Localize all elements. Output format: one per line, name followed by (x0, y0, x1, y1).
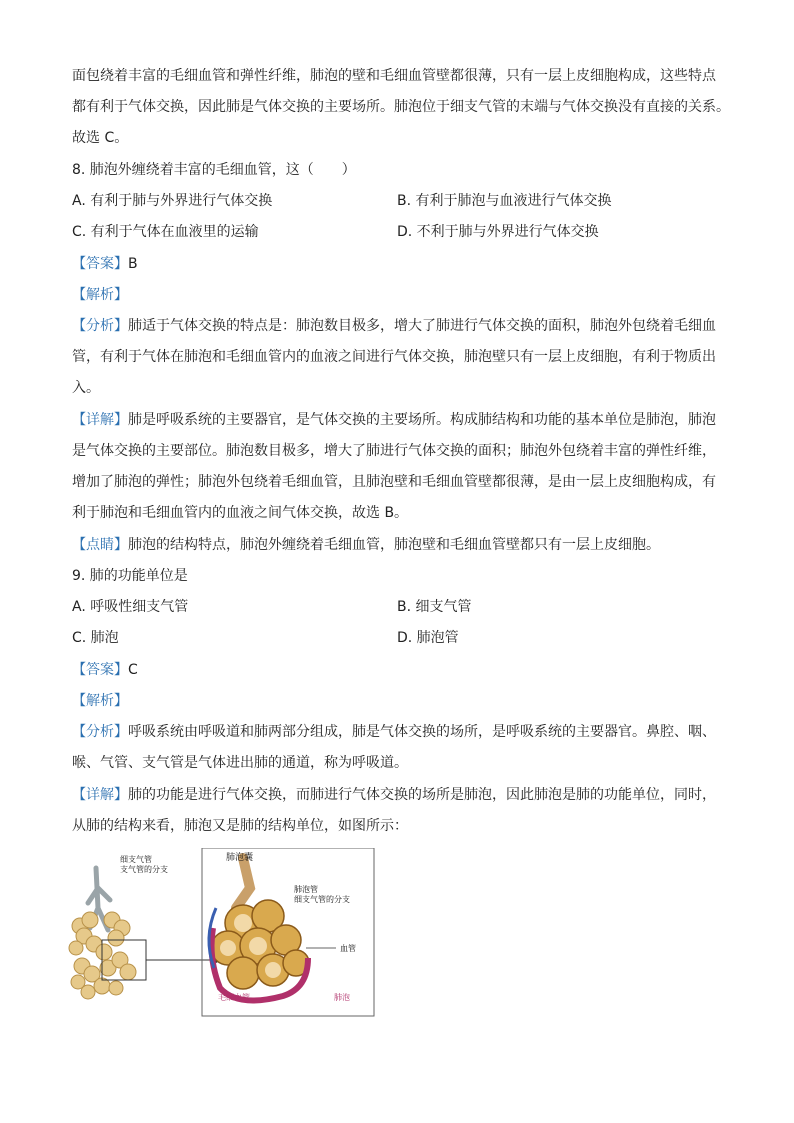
text-line: 管，有利于气体在肺泡和毛细血管内的血液之间进行气体交换，肺泡壁只有一层上皮细胞，有利于物质出 (72, 349, 716, 365)
answer-tag: 【答案】 (72, 662, 128, 678)
label-duct-branch: 细支气管的分支 (294, 895, 350, 904)
detail-tag: 【详解】 (72, 787, 128, 803)
label-sac: 肺泡囊 (226, 853, 254, 863)
q9-option-b: B. 细支气管 (397, 599, 472, 615)
q9-option-c: C. 肺泡 (72, 630, 119, 646)
question-8: 8. 肺泡外缠绕着丰富的毛细血管，这（ ） (72, 162, 356, 178)
alveolar-sac-illustration (202, 848, 374, 1016)
answer-value: B (128, 256, 138, 272)
label-vessel: 血管 (340, 944, 356, 953)
q9-analysis-tag: 【解析】 (72, 693, 128, 709)
text-line: 入。 (72, 380, 100, 396)
text-line: 增加了肺泡的弹性；肺泡外包绕着毛细血管，且肺泡壁和毛细血管壁都很薄，是由一层上皮细胞构成，有 (72, 474, 716, 490)
lung-branch-illustration (69, 854, 222, 999)
label-capillary: 毛细血管 (218, 993, 250, 1002)
text-line: 利于肺泡和毛细血管内的血液之间气体交换，故选 B。 (72, 505, 409, 521)
q8-option-c: C. 有利于气体在血液里的运输 (72, 224, 259, 240)
q8-option-a: A. 有利于肺与外界进行气体交换 (72, 193, 273, 209)
answer-tag: 【答案】 (72, 256, 128, 272)
answer-value: C (128, 662, 138, 678)
analysis-text: 呼吸系统由呼吸道和肺两部分组成，肺是气体交换的场所，是呼吸系统的主要器官。鼻腔、咽、 (128, 724, 716, 740)
q8-detail (72, 410, 716, 430)
q8-option-b: B. 有利于肺泡与血液进行气体交换 (397, 193, 612, 209)
alveolus-diagram (68, 848, 388, 1023)
label-branch: 支气管的分支 (120, 865, 168, 874)
comment-tag: 【点睛】 (72, 537, 128, 553)
question-9: 9. 肺的功能单位是 (72, 568, 188, 584)
label-duct: 肺泡管 (294, 885, 318, 894)
comment-text: 肺泡的结构特点，肺泡外缠绕着毛细血管，肺泡壁和毛细血管壁都只有一层上皮细胞。 (128, 537, 660, 553)
detail-text: 肺是呼吸系统的主要器官，是气体交换的主要场所。构成肺结构和功能的基本单位是肺泡，肺泡 (128, 412, 716, 428)
q8-analysis-tag: 【解析】 (72, 287, 128, 303)
text-line: 从肺的结构来看，肺泡又是肺的结构单位，如图所示： (72, 818, 408, 834)
label-alveolus: 肺泡 (334, 993, 350, 1002)
q8-comment (72, 535, 660, 555)
q8-analysis (72, 316, 716, 336)
q9-detail (72, 785, 716, 805)
q8-answer (72, 254, 138, 274)
q9-option-a: A. 呼吸性细支气管 (72, 599, 189, 615)
text-line: 故选 C。 (72, 130, 129, 146)
q9-analysis (72, 722, 716, 742)
q9-answer (72, 660, 138, 680)
detail-text: 肺的功能是进行气体交换，而肺进行气体交换的场所是肺泡，因此肺泡是肺的功能单位，同时， (128, 787, 716, 803)
text-line: 面包绕着丰富的毛细血管和弹性纤维，肺泡的壁和毛细血管壁都很薄，只有一层上皮细胞构成，这些特点 (72, 68, 716, 84)
analysis-tag: 【分析】 (72, 724, 128, 740)
text-line: 是气体交换的主要部位。肺泡数目极多，增大了肺进行气体交换的面积；肺泡外包绕着丰富的弹性纤维， (72, 443, 716, 459)
q8-option-d: D. 不利于肺与外界进行气体交换 (397, 224, 599, 240)
analysis-text: 肺适于气体交换的特点是：肺泡数目极多，增大了肺进行气体交换的面积，肺泡外包绕着毛细血 (128, 318, 716, 334)
analysis-tag: 【分析】 (72, 318, 128, 334)
label-bronchiole: 细支气管 (120, 855, 152, 864)
detail-tag: 【详解】 (72, 412, 128, 428)
text-line: 都有利于气体交换，因此肺是气体交换的主要场所。肺泡位于细支气管的末端与气体交换没有直接的关系。 (72, 99, 730, 115)
text-line: 喉、气管、支气管是气体进出肺的通道，称为呼吸道。 (72, 755, 408, 771)
q9-option-d: D. 肺泡管 (397, 630, 459, 646)
